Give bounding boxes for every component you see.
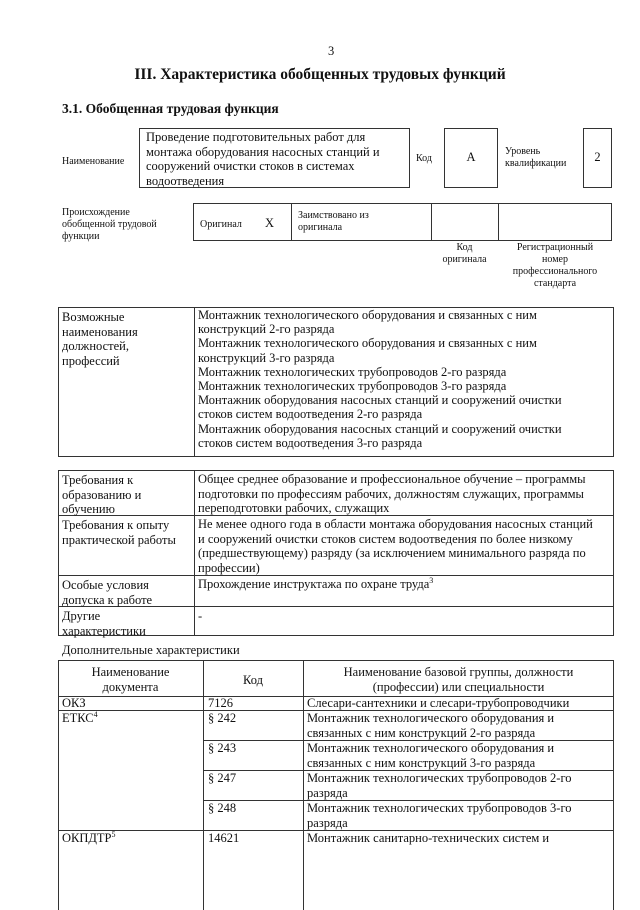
special-conditions-text: Прохождение инструктажа по охране труда: [198, 577, 430, 591]
subsection-title: 3.1. Обобщенная трудовая функция: [62, 101, 279, 116]
row-doc: ЕТКС$^4$: [62, 709, 98, 725]
row-name: Монтажник технологического оборудования и связанных с ним конструкций 3-го разряда: [307, 741, 555, 770]
possible-name-item: Монтажник технологических трубопроводов 2-го разряда: [198, 364, 507, 379]
code-value: A: [466, 150, 476, 164]
code-original-caption: Код оригинала: [442, 242, 487, 265]
row-name: Монтажник санитарно-технических систем и: [307, 831, 550, 845]
possible-names-label: Возможные наименования должностей, профессий: [62, 310, 138, 368]
possible-name-item: Монтажник оборудования насосных станций и сооружений очистки стоков систем водоотведения 2-го разряда: [198, 393, 562, 422]
possible-name-item: Монтажник технологического оборудования и связанных с ним конструкций 3-го разряда: [198, 336, 537, 365]
origin-mark: X: [265, 216, 275, 230]
row-name: Монтажник технологических трубопроводов 3-го разряда: [307, 801, 572, 830]
origin-original: Оригинал: [200, 219, 242, 230]
level-value: 2: [594, 150, 601, 164]
possible-names-list: [198, 308, 610, 450]
row-name: Монтажник технологических трубопроводов 2-го разряда: [307, 771, 572, 800]
special-conditions-label: Особые условия допуска к работе: [62, 578, 153, 607]
education-value: Общее среднее образование и профессиональное обучение – программы подготовки по профессиям рабочих, должностям служащих, программы переподготовки рабочих, служащих: [198, 472, 586, 515]
th-document: Наименование документа: [91, 665, 170, 694]
page-number: 3: [328, 44, 335, 58]
other-characteristics-value: -: [198, 609, 203, 623]
education-label: Требования к образованию и обучению: [62, 473, 142, 516]
row-code: § 242: [208, 711, 237, 725]
row-code: § 243: [208, 741, 237, 755]
experience-value: Не менее одного года в области монтажа оборудования насосных станций и сооружений очистки стоков систем водоотведения по более низкому (предшествующему) разряду (за исключением минимального разряда по профессии): [198, 517, 593, 575]
origin-borrowed: Заимствовано из оригинала: [298, 210, 369, 233]
name-value: Проведение подготовительных работ для монтажа оборудования насосных станций и сооружений очистки стоков в системах водоотведения: [146, 130, 380, 188]
name-label: Наименование: [62, 156, 125, 167]
other-characteristics-label: Другие характеристики: [62, 609, 146, 638]
th-code: Код: [243, 673, 263, 687]
footnote-ref: 3: [429, 575, 434, 585]
row-code: § 248: [208, 801, 237, 815]
section-title: III. Характеристика обобщенных трудовых функций: [134, 66, 506, 83]
level-label: Уровень квалификации: [505, 146, 567, 169]
special-conditions-value: [198, 577, 610, 592]
reg-number-caption: Регистрационный номер профессионального стандарта: [512, 242, 598, 289]
additional-title: Дополнительные характеристики: [62, 643, 240, 657]
row-name: Слесари-сантехники и слесари-трубопроводчики: [307, 696, 570, 710]
experience-label: Требования к опыту практической работы: [62, 518, 176, 547]
possible-name-item: Монтажник технологического оборудования и связанных с ним конструкций 2-го разряда: [198, 308, 537, 337]
row-name: Монтажник технологического оборудования и связанных с ним конструкций 2-го разряда: [307, 711, 555, 740]
th-group-name: Наименование базовой группы, должности (профессии) или специальности: [343, 665, 574, 694]
possible-name-item: Монтажник технологических трубопроводов 3-го разряда: [198, 379, 507, 394]
possible-name-item: Монтажник оборудования насосных станций и сооружений очистки стоков систем водоотведения 3-го разряда: [198, 421, 562, 450]
row-code: 14621: [208, 831, 240, 845]
row-code: 7126: [208, 696, 233, 710]
row-code: § 247: [208, 771, 237, 785]
code-label: Код: [416, 153, 432, 164]
origin-table: [193, 203, 612, 241]
origin-label: Происхождение обобщенной трудовой функции: [62, 207, 157, 242]
row-doc: ОКЗ: [62, 696, 86, 710]
row-doc: ОКПДТР$^5$: [62, 829, 116, 845]
